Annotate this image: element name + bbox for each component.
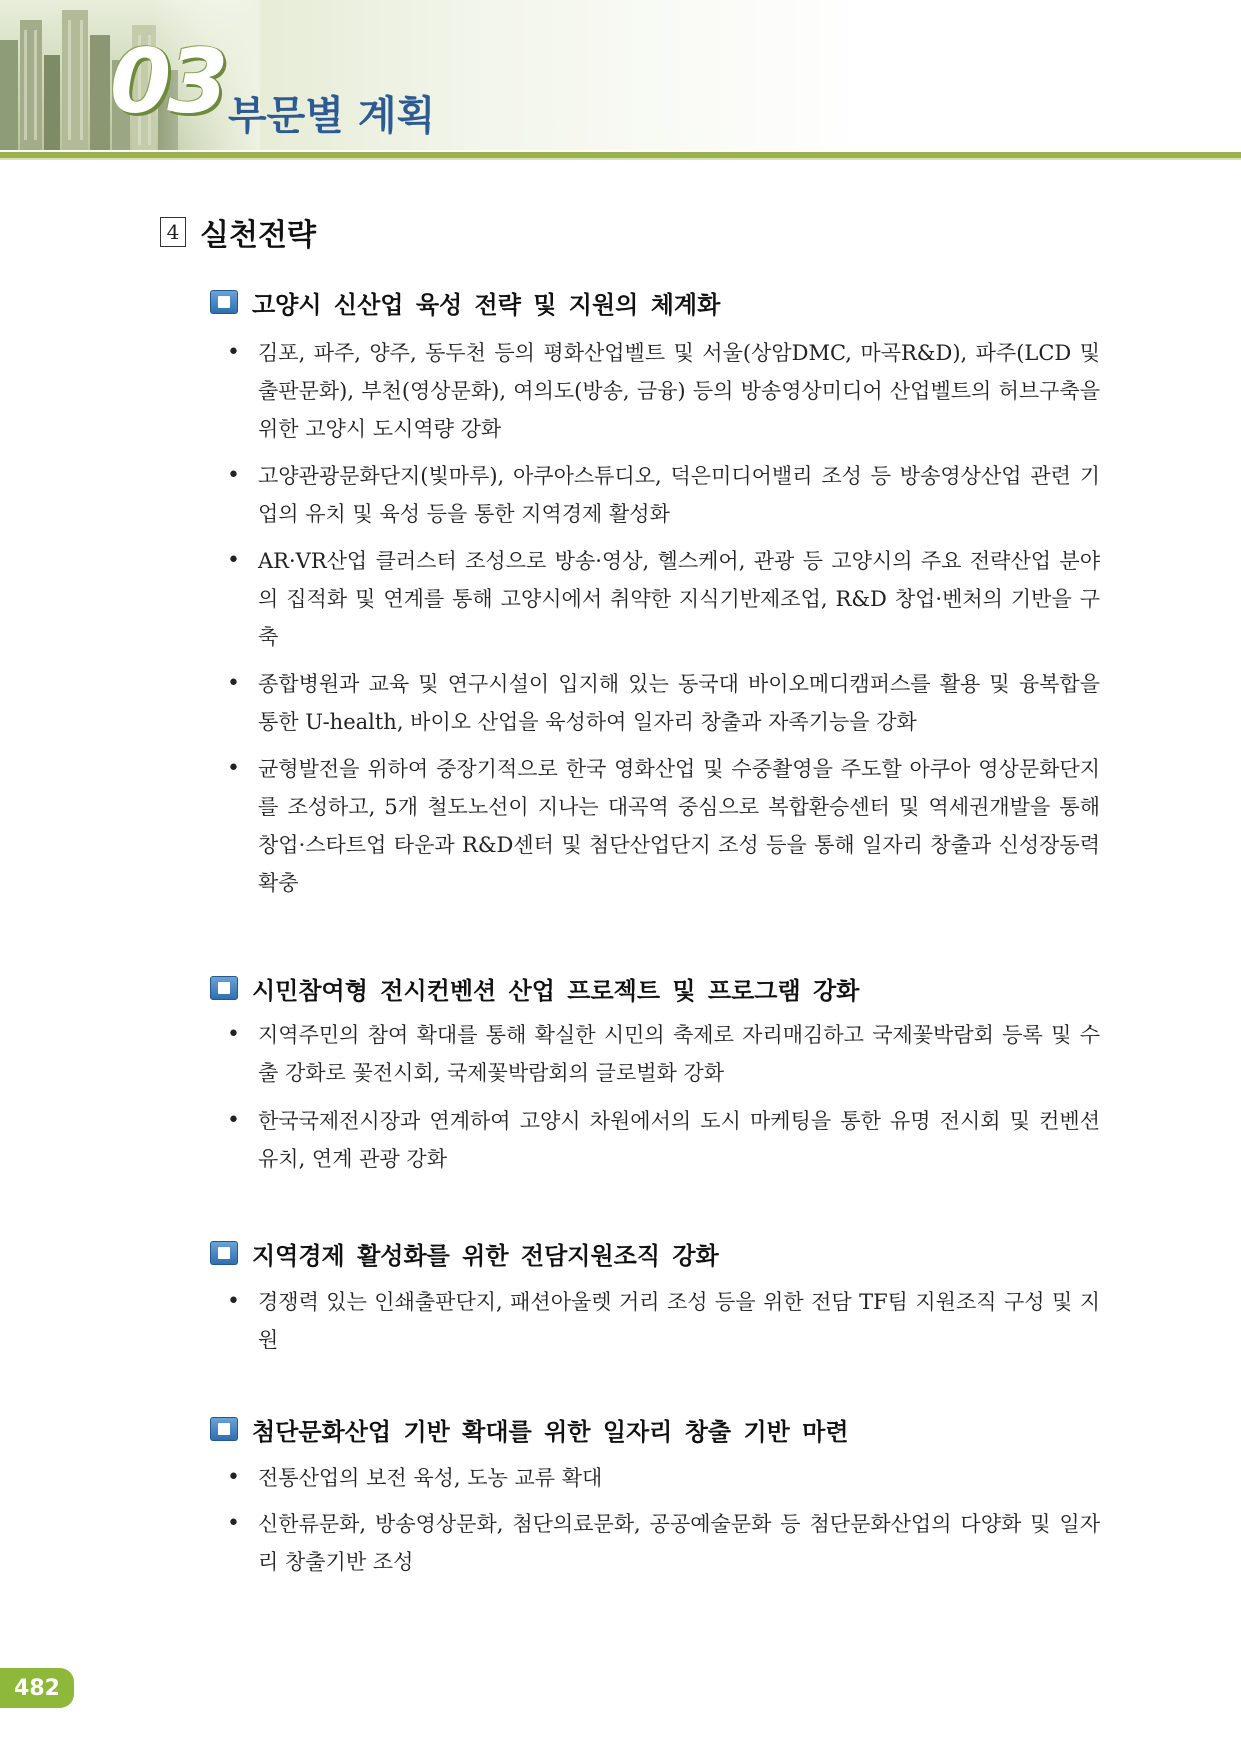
list-item: • 신한류문화, 방송영상문화, 첨단의료문화, 공공예술문화 등 첨단문화산업의 다양화 및 일자리 창출기반 조성 — [210, 1505, 1100, 1581]
section-number-box: 4 — [160, 217, 186, 247]
page-number: 482 — [0, 1668, 74, 1708]
bullet-list — [210, 334, 1100, 902]
subsection-heading — [210, 970, 1100, 1006]
subsection-title: 고양시 신산업 육성 전략 및 지원의 체계화 — [252, 290, 721, 319]
chapter-title: 부문별 계획 — [228, 93, 436, 139]
list-item: • 종합병원과 교육 및 연구시설이 입지해 있는 동국대 바이오메디캠퍼스를 활용 및 융복합을 통한 U-health, 바이오 산업을 육성하여 일자리 창출과 자족기능을 강화 — [210, 665, 1100, 741]
subsection-title: 시민참여형 전시컨벤션 산업 프로젝트 및 프로그램 강화 — [252, 976, 860, 1005]
subsection — [210, 970, 1100, 1178]
subsection — [210, 284, 1100, 902]
list-item: • 김포, 파주, 양주, 동두천 등의 평화산업벨트 및 서울(상암DMC, 마곡R&D), 파주(LCD 및 출판문화), 부천(영상문화), 여의도(방송, 금융) 등의 방송영상미디어 산업벨트의 허브구축을 위한 고양시 도시역량 강화 — [210, 334, 1100, 448]
list-item: • 지역주민의 참여 확대를 통해 확실한 시민의 축제로 자리매김하고 국제꽃박람회 등록 및 수출 강화로 꽃전시회, 국제꽃박람회의 글로벌화 강화 — [210, 1016, 1100, 1092]
header-divider-light — [0, 158, 1241, 160]
chapter-number: 03 — [110, 30, 225, 133]
list-item: • 균형발전을 위하여 중장기적으로 한국 영화산업 및 수중촬영을 주도할 아쿠아 영상문화단지를 조성하고, 5개 철도노선이 지나는 대곡역 중심으로 복합환승센터 및 역세권개발을 통해 창업·스타트업 타운과 R&D센터 및 첨단산업단지 조성 등을 통해 일자리 창출과 신성장동력 확충 — [210, 750, 1100, 902]
subsection-heading — [210, 284, 1100, 320]
bullet-list — [210, 1283, 1100, 1359]
bullet-list — [210, 1459, 1100, 1581]
subsection — [210, 1411, 1100, 1581]
list-item: • 고양관광문화단지(빛마루), 아쿠아스튜디오, 덕은미디어밸리 조성 등 방송영상산업 관련 기업의 유치 및 육성 등을 통한 지역경제 활성화 — [210, 457, 1100, 533]
section-heading — [160, 210, 316, 254]
square-bullet-icon — [210, 1417, 238, 1441]
subsection-title: 지역경제 활성화를 위한 전담지원조직 강화 — [252, 1241, 719, 1270]
bullet-list — [210, 1016, 1100, 1178]
list-item: • 경쟁력 있는 인쇄출판단지, 패션아울렛 거리 조성 등을 위한 전담 TF팀 지원조직 구성 및 지원 — [210, 1283, 1100, 1359]
section-title: 실천전략 — [200, 218, 316, 253]
list-item: • 한국국제전시장과 연계하여 고양시 차원에서의 도시 마케팅을 통한 유명 전시회 및 컨벤션 유치, 연계 관광 강화 — [210, 1102, 1100, 1178]
subsection-heading — [210, 1235, 1100, 1271]
square-bullet-icon — [210, 290, 238, 314]
subsection-heading — [210, 1411, 1100, 1447]
list-item: • 전통산업의 보전 육성, 도농 교류 확대 — [210, 1459, 1100, 1497]
subsection — [210, 1235, 1100, 1359]
chapter-header — [0, 0, 1241, 165]
square-bullet-icon — [210, 1241, 238, 1265]
list-item: • AR·VR산업 클러스터 조성으로 방송·영상, 헬스케어, 관광 등 고양시의 주요 전략산업 분야의 집적화 및 연계를 통해 고양시에서 취약한 지식기반제조업, R&D 창업·벤처의 기반을 구축 — [210, 542, 1100, 656]
subsection-title: 첨단문화산업 기반 확대를 위한 일자리 창출 기반 마련 — [252, 1417, 849, 1446]
square-bullet-icon — [210, 976, 238, 1000]
